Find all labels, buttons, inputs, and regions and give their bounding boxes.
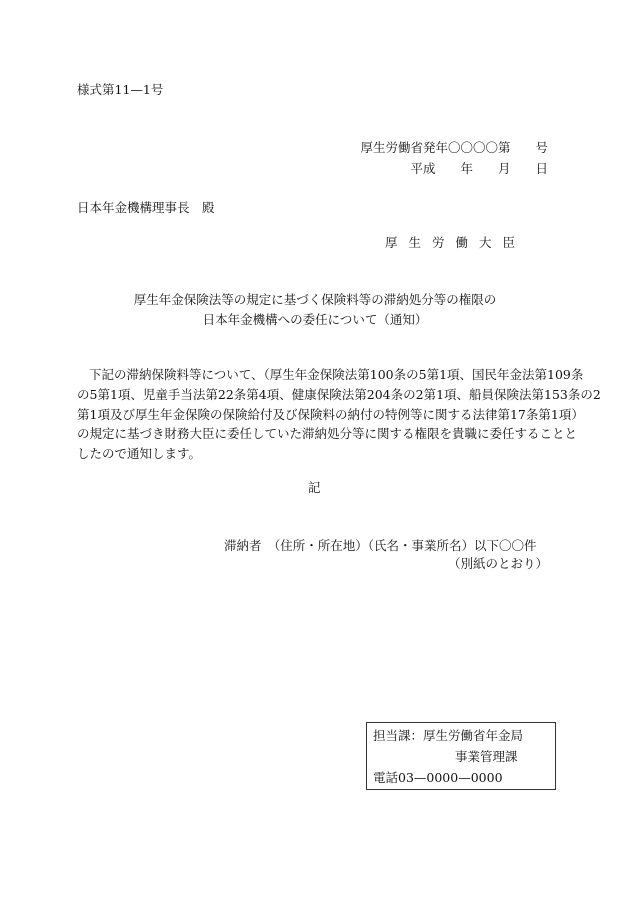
recipient: 日本年金機構理事長 殿 bbox=[77, 200, 215, 215]
body-line: したので通知します。 bbox=[77, 446, 202, 462]
ki-heading: 記 bbox=[308, 480, 321, 495]
body-line: の規定に基づき財務大臣に委任していた滞納処分等に関する権限を貴職に委任することと bbox=[77, 426, 578, 442]
contact-department: 担当課：厚生労働省年金局 bbox=[373, 728, 524, 743]
contact-phone: 電話03—0000—0000 bbox=[373, 770, 503, 785]
document-date: 平成 年 月 日 bbox=[410, 161, 548, 176]
body-line: 下記の滞納保険料等について、（厚生年金保険法第100条の5第1項、国民年金法第109条 bbox=[89, 367, 584, 382]
delinquent-line: 滞納者 （住所・所在地）（氏名・事業所名）以下〇〇件 bbox=[224, 538, 537, 553]
notice-title-line-1: 厚生年金保険法等の規定に基づく保険料等の滞納処分等の権限の bbox=[133, 292, 497, 307]
body-line: 第1項及び厚生年金保険の保険給付及び保険料の納付の特例等に関する法律第17条第1項） bbox=[77, 406, 584, 422]
document-number: 厚生労働省発年〇〇〇〇第 号 bbox=[360, 140, 548, 155]
body-line: の5第1項、児童手当法第22条第4項、健康保険法第204条の2第1項、船員保険法第153条の2 bbox=[77, 386, 601, 402]
attachment-note: （別紙のとおり） bbox=[447, 556, 548, 571]
contact-section: 事業管理課 bbox=[455, 749, 518, 764]
notice-body bbox=[77, 365, 601, 464]
contact-box bbox=[366, 722, 556, 790]
sender: 厚生労働大臣 bbox=[385, 235, 527, 250]
notice-title-line-2: 日本年金機構への委任について（通知） bbox=[202, 312, 428, 327]
form-number: 様式第11—1号 bbox=[77, 82, 164, 97]
